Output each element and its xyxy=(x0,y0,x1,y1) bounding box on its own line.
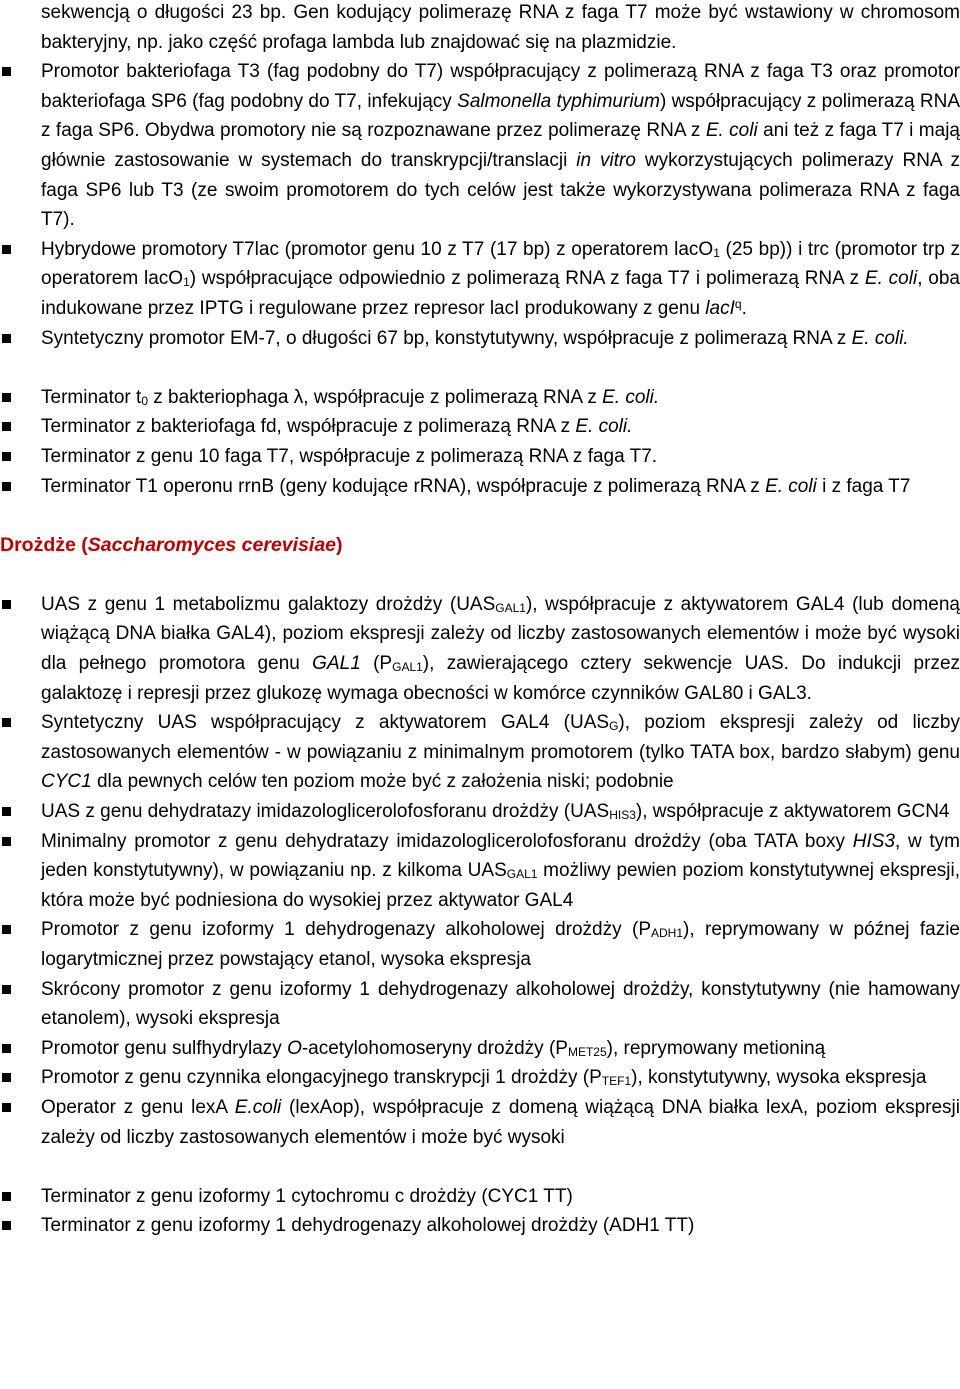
list-item xyxy=(0,442,960,472)
text-run: ) współpracujące odpowiednio z polimerazą RNA z faga T7 i polimerazą RNA z xyxy=(189,268,865,290)
list-item xyxy=(0,915,960,974)
text-run: Minimalny promotor z genu dehydratazy imidazologlicerolofosforanu drożdży (oba TATA boxy xyxy=(41,830,853,852)
list-item xyxy=(0,827,960,916)
square-bullet-icon xyxy=(2,1221,11,1230)
subscript-text: G xyxy=(609,719,619,734)
list-item xyxy=(0,235,960,324)
text-run: Promotor z genu izoformy 1 dehydrogenazy alkoholowej drożdży (P xyxy=(41,919,651,941)
list-item xyxy=(0,1211,960,1241)
subscript-text: ADH1 xyxy=(651,926,684,941)
text-run: Promotor genu sulfhydrylazy xyxy=(41,1037,288,1059)
italic-text: E. coli. xyxy=(575,416,633,438)
text-run: (P xyxy=(360,653,393,675)
text-run: Promotor bakteriofaga T3 (fag podobny do T7) współpracujący z polimerazą RNA z faga T3 oraz promotor bakteriofaga SP6 (fag podobny do T7, infekujący xyxy=(41,61,960,112)
text-run: dla pewnych celów ten poziom może być z założenia niski; podobnie xyxy=(91,771,674,793)
yeast-terminators-list xyxy=(0,1182,960,1241)
square-bullet-icon xyxy=(2,1044,11,1053)
subscript-text: 0 xyxy=(141,393,148,408)
subscript-text: GAL1 xyxy=(506,867,538,882)
italic-text: CYC1 xyxy=(41,771,92,793)
text-run: i z faga T7 xyxy=(816,475,911,497)
intro-paragraph: sekwencją o długości 23 bp. Gen kodujący polimerazę RNA z faga T7 może być wstawiony w chromosom bakteryjny, np. jako część profaga lambda lub znajdować się na plazmidzie. xyxy=(41,2,960,53)
italic-text: HIS3 xyxy=(852,830,895,852)
text-run: ), poziom ekspresji zależy od liczby zastosowanych elementów - w powiązaniu z minimalnym promotorem (tylko TATA box, bardzo słabym) genu xyxy=(41,712,960,763)
spacer xyxy=(0,501,960,531)
text-run: Terminator z genu 10 faga T7, współpracuje z polimerazą RNA z faga T7. xyxy=(41,445,658,467)
square-bullet-icon xyxy=(2,1073,11,1082)
list-item xyxy=(0,975,960,1034)
text-run: -acetylohomoseryny drożdży (P xyxy=(301,1037,568,1059)
subscript-text: 1 xyxy=(713,245,720,260)
list-item xyxy=(0,797,960,827)
text-run: ), zawierającego cztery sekwencje UAS. Do indukcji przez galaktozę i represji przez glukozę wymaga obecności w komórce czynników GAL80 i GAL3. xyxy=(41,653,960,704)
square-bullet-icon xyxy=(2,482,11,491)
text-run: (lexAop), współpracuje z domeną wiążącą DNA białka lexA, poziom ekspresji zależy od liczby zastosowanych elementów i może być wysoki xyxy=(41,1096,960,1148)
text-run: UAS z genu 1 metabolizmu galaktozy drożdży (UAS xyxy=(41,593,496,615)
text-run: Terminator z genu izoformy 1 cytochromu c drożdży (CYC1 TT) xyxy=(41,1185,573,1207)
italic-text: O xyxy=(287,1037,302,1059)
italic-text: in vitro xyxy=(576,149,636,171)
italic-text: E. coli. xyxy=(602,386,660,408)
text-run: Skrócony promotor z genu izoformy 1 dehydrogenazy alkoholowej drożdży, konstytutywny (nie hamowany etanolem), wysoki ekspresja xyxy=(41,978,960,1030)
text-run: możliwy pewien poziom konstytutywnej ekspresji, która może być podniesiona do wysokiej przez aktywator GAL4 xyxy=(41,860,960,911)
list-item xyxy=(0,1093,960,1152)
text-run: z bakteriophaga λ, współpracuje z polimerazą RNA z xyxy=(148,386,603,408)
italic-text: E.coli xyxy=(234,1096,282,1118)
text-run: Terminator z bakteriofaga fd, współpracuje z polimerazą RNA z xyxy=(41,416,576,438)
yeast-promoters-list xyxy=(0,590,960,1152)
list-item xyxy=(0,57,960,235)
text-run: ), reprymowany w późnej fazie logarytmicznej przez powstający etanol, wysoka ekspresja xyxy=(41,919,960,970)
text-run: , w tym jeden konstytutywny), w powiązaniu np. z kilkoma UAS xyxy=(41,830,960,882)
text-run: Syntetyczny promotor EM-7, o długości 67 bp, konstytutywny, współpracuje z polimerazą RNA z xyxy=(41,327,852,349)
list-item xyxy=(0,412,960,442)
text-run: Terminator z genu izoformy 1 dehydrogenazy alkoholowej drożdży (ADH1 TT) xyxy=(41,1215,695,1237)
list-item xyxy=(0,708,960,797)
italic-text: E. coli. xyxy=(851,327,909,349)
bacterial-terminators-list xyxy=(0,383,960,501)
list-item xyxy=(0,590,960,708)
square-bullet-icon xyxy=(2,925,11,934)
list-item xyxy=(0,1063,960,1093)
text-run: ) xyxy=(336,533,343,556)
text-run: Promotor z genu czynnika elongacyjnego transkrypcji 1 drożdży (P xyxy=(41,1067,602,1089)
text-run: Operator z genu lexA xyxy=(41,1096,235,1118)
list-item xyxy=(0,383,960,413)
subscript-text: 1 xyxy=(183,275,190,290)
italic-text: E. coli xyxy=(705,120,758,142)
text-run: (25 bp)) i trc (promotor trp z operatorem lacO xyxy=(41,238,960,290)
square-bullet-icon xyxy=(2,807,11,816)
subscript-text: MET25 xyxy=(567,1044,607,1059)
subscript-text: HIS3 xyxy=(609,808,636,823)
spacer xyxy=(0,353,960,383)
italic-text: Saccharomyces cerevisiae xyxy=(87,533,337,556)
italic-text: lacI xyxy=(705,297,735,319)
italic-text: E. coli xyxy=(765,475,817,497)
italic-text: E. coli xyxy=(864,268,918,290)
list-item xyxy=(0,324,960,354)
square-bullet-icon xyxy=(2,67,11,76)
italic-text: Salmonella typhimurium xyxy=(457,90,660,112)
text-run: Hybrydowe promotory T7lac (promotor genu 10 z T7 (17 bp) z operatorem lacO xyxy=(41,238,714,260)
text-run: ), współpracuje z aktywatorem GCN4 xyxy=(635,801,950,823)
text-run: ), konstytutywny, wysoka ekspresja xyxy=(631,1067,927,1089)
square-bullet-icon xyxy=(2,718,11,727)
text-run: Terminator T1 operonu rrnB (geny kodujące rRNA), współpracuje z polimerazą RNA z xyxy=(41,475,766,497)
square-bullet-icon xyxy=(2,393,11,402)
list-item xyxy=(0,1182,960,1212)
text-run: . xyxy=(741,297,747,319)
square-bullet-icon xyxy=(2,1103,11,1112)
italic-text: GAL1 xyxy=(312,653,361,675)
bacterial-promoters-list xyxy=(0,57,960,353)
square-bullet-icon xyxy=(2,837,11,846)
square-bullet-icon xyxy=(2,985,11,994)
text-run: ), współpracuje z aktywatorem GAL4 (lub domeną wiążącą DNA białka GAL4), poziom ekspresji zależy od liczby zastosowanych elementów i może być wysoki dla pełnego promotora genu xyxy=(41,593,960,675)
square-bullet-icon xyxy=(2,422,11,431)
text-run: wykorzystujących polimerazy RNA z faga SP6 lub T3 (ze swoim promotorem do tych celów jest także wykorzystywana polimeraza RNA z faga T7). xyxy=(41,149,960,231)
text-run: , oba indukowane przez IPTG i regulowane przez represor lacI produkowany z genu xyxy=(41,268,960,319)
square-bullet-icon xyxy=(2,600,11,609)
list-item xyxy=(0,1034,960,1064)
square-bullet-icon xyxy=(2,334,11,343)
subscript-text: GAL1 xyxy=(495,600,526,615)
text-run: Drożdże ( xyxy=(0,533,88,556)
list-item xyxy=(0,472,960,502)
subscript-text: GAL1 xyxy=(392,660,423,675)
spacer xyxy=(0,1152,960,1182)
superscript-text: q xyxy=(734,296,742,311)
spacer xyxy=(0,560,960,590)
square-bullet-icon xyxy=(2,1192,11,1201)
text-run: ), reprymowany metioniną xyxy=(606,1037,826,1059)
text-run: Syntetyczny UAS współpracujący z aktywatorem GAL4 (UAS xyxy=(41,712,610,734)
subscript-text: TEF1 xyxy=(601,1074,632,1089)
square-bullet-icon xyxy=(2,452,11,461)
yeast-section-heading xyxy=(0,531,960,561)
square-bullet-icon xyxy=(2,245,11,254)
text-run: UAS z genu dehydratazy imidazologlicerolofosforanu drożdży (UAS xyxy=(41,801,610,823)
text-run: ) współpracujący z polimerazą RNA z faga SP6. Obydwa promotory nie są rozpoznawane przez polimerazę RNA z xyxy=(41,90,960,142)
text-run: ani też z faga T7 i mają głównie zastosowanie w systemach do transkrypcji/translacji xyxy=(41,120,960,171)
text-run: Terminator t xyxy=(41,386,142,408)
